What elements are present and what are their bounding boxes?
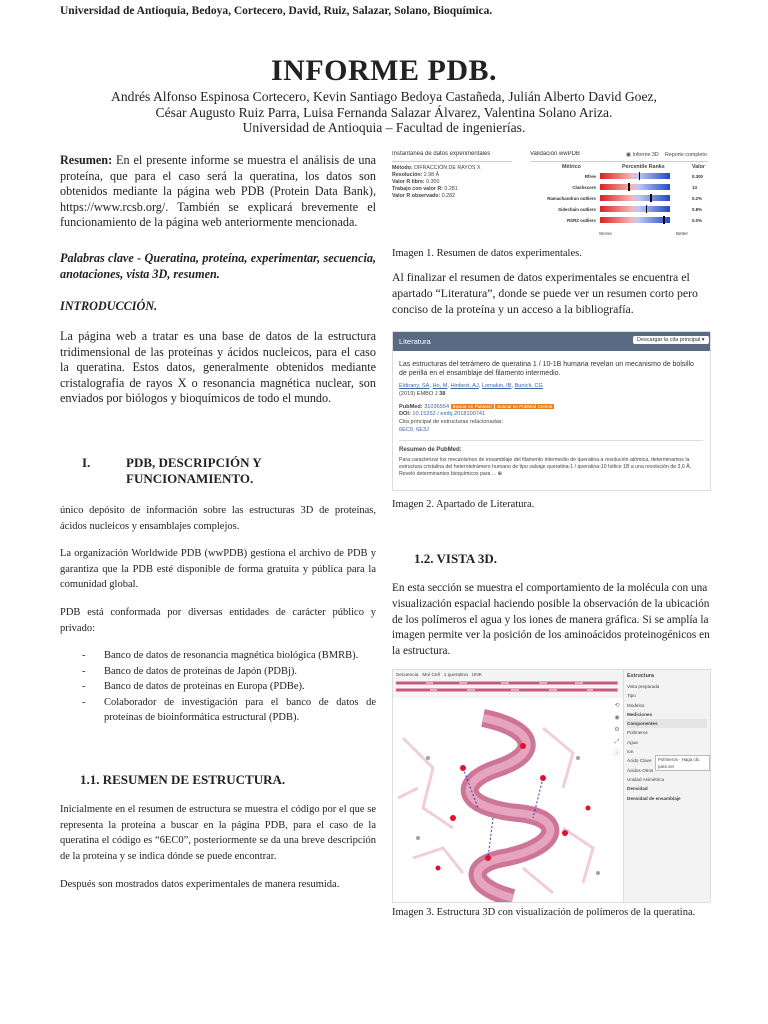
tab-unk[interactable]: UNK xyxy=(471,673,482,678)
fig2-journal: (2019) EMBO J 38 xyxy=(399,391,446,397)
section1-title xyxy=(126,455,262,487)
figure-3-3d-viewer xyxy=(392,669,711,903)
validation-bar xyxy=(600,173,670,179)
info-icon[interactable]: ⓘ xyxy=(613,751,620,757)
section-1-1-heading: 1.1. RESUMEN DE ESTRUCTURA. xyxy=(80,772,286,787)
pubmed-id-link[interactable]: 31036554 xyxy=(424,404,450,410)
panel-items xyxy=(627,682,707,803)
panel-item[interactable]: Agua xyxy=(627,739,638,745)
affiliation: Universidad de Antioquia – Facultad de ingenierías. xyxy=(242,120,526,136)
fig1-col-value: Valor xyxy=(692,164,705,170)
tab-sequence[interactable]: Secuencia xyxy=(396,673,419,678)
panel-item[interactable]: Componentes xyxy=(627,719,707,728)
settings-icon[interactable]: ⚙ xyxy=(614,727,620,733)
validation-bar xyxy=(600,217,670,223)
author-link[interactable]: Eldirany, SA xyxy=(399,383,430,389)
validation-value: 0.8% xyxy=(692,207,703,212)
sequence-residues[interactable] xyxy=(393,679,623,697)
fig2-authors: Eldirany, SA, Ho, M, Hinbest, AJ, Lomakin, IB, Bunick, CG xyxy=(399,383,543,389)
abstract xyxy=(60,153,376,231)
viewer-toolbar xyxy=(611,700,623,900)
figure-2-literature xyxy=(392,331,711,491)
validation-row xyxy=(530,215,708,226)
fig1-metrics xyxy=(530,171,708,231)
section-1-2-heading: 1.2. VISTA 3D. xyxy=(414,551,497,566)
validation-marker xyxy=(663,216,665,224)
authors-block xyxy=(60,89,708,136)
author-link[interactable]: Lomakin, IB xyxy=(481,383,512,389)
validation-metric-name: Sidechain outliers xyxy=(558,207,596,212)
list-item: - Colaborador de investigación para el banco de datos de proteínas de bioinformática estructural (PDB). xyxy=(60,695,376,726)
fig2-pubmed-row: PubMed: 31036554 Buscar en PubMed Buscar en PubMed Central xyxy=(399,404,553,410)
fig2-abstract-heading: Resumen de PubMed: xyxy=(399,447,462,453)
fig2-related[interactable]: 6EC0, 6E3J xyxy=(399,427,429,433)
tab-keratin[interactable]: 1 queratina xyxy=(443,673,468,678)
panel-item[interactable]: Ion xyxy=(627,749,634,755)
camera-icon[interactable]: ◉ xyxy=(614,715,620,721)
panel-item[interactable]: Unidad Asimétrica xyxy=(627,776,665,782)
validation-row xyxy=(530,182,708,193)
running-header: Universidad de Antioquia, Bedoya, Cortecero, David, Ruiz, Salazar, Solano, Bioquímica. xyxy=(60,5,493,17)
author-link[interactable]: Bunick, CG xyxy=(514,383,543,389)
validation-metric-name: Rfree xyxy=(584,174,596,179)
paragraph-1: único depósito de información sobre las estructuras 3D de proteínas, ácidos nucleicos y ensamblajes complejos. xyxy=(60,505,376,532)
validation-bar xyxy=(600,184,670,190)
fig1-btn-report[interactable]: Reporte completo xyxy=(665,152,707,158)
list-item: - Banco de datos de resonancia magnética biológica (BMRB). xyxy=(60,648,376,664)
caption-3: Imagen 3. Estructura 3D con visualización de polímeros de la queratina. xyxy=(392,907,696,918)
panel-item[interactable]: Tipo xyxy=(627,693,636,699)
paragraph-2: La organización Worldwide PDB (wwPDB) gestiona el archivo de PDB y garantiza que la PDB esté disponible de forma gratuita y pública para la comunidad global. xyxy=(60,548,376,590)
validation-value: 0.300 xyxy=(692,174,703,179)
authors-line-2: César Augusto Ruiz Parra, Luisa Fernanda Salazar Álvarez, Valentina Solano Ariza. xyxy=(155,104,613,120)
fig2-cited: Cita principal de estructuras relacionadas: xyxy=(399,419,504,425)
fig1-col-rank: Percentile Ranks xyxy=(622,164,665,170)
panel-item[interactable]: Mediciones xyxy=(627,711,653,717)
fig1-better: Better xyxy=(676,231,689,236)
fig1-btn-3d[interactable]: ▣ Informe 3D xyxy=(626,152,659,158)
abstract-text: En el presente informe se muestra el análisis de una proteína, que para el caso será la queratina, los datos son obtenidos mediante la página web PDB (Protein Data Bank), https://www.rcsb.org/. También se explicará brevemente el funcionamiento de la página web anteriormente mencionada. xyxy=(60,153,376,230)
panel-item[interactable]: Vista preparada xyxy=(627,684,660,689)
validation-marker xyxy=(628,183,630,191)
expand-icon[interactable]: ⊕ xyxy=(497,471,502,477)
panel-title: Estructura xyxy=(627,673,654,679)
panel-item[interactable]: Densidad de ensamblaje xyxy=(627,795,681,801)
keywords: Palabras clave - Queratina, proteína, experimentar, secuencia, anotaciones, vista 3D, resumen. xyxy=(60,251,376,281)
validation-row xyxy=(530,171,708,182)
caption-1: Imagen 1. Resumen de datos experimentales. xyxy=(392,248,582,259)
validation-bar xyxy=(600,206,670,212)
list-item: - Banco de datos de proteínas en Europa (PDBe). xyxy=(60,679,376,695)
reset-icon[interactable]: ⟲ xyxy=(614,703,620,709)
panel-item[interactable]: Densidad xyxy=(627,786,648,792)
fig1-left-title: Instantánea de datos experimentales xyxy=(392,151,491,157)
fig1-worse: Worse xyxy=(599,231,612,236)
literature-paragraph: Al finalizar el resumen de datos experimentales se encuentra el apartado “Literatura”, donde se puede ver un resumen corto pero conciso de la proteína y un acceso a la bibliografía. xyxy=(392,270,698,316)
validation-value: 0.0% xyxy=(692,218,703,223)
validation-marker xyxy=(650,194,652,202)
panel-item[interactable]: Ácido Clave xyxy=(627,758,652,764)
authors-line-1: Andrés Alfonso Espinosa Cortecero, Kevin Santiago Bedoya Castañeda, Julián Alberto David Goez, xyxy=(111,89,657,104)
validation-metric-name: RSRZ outliers xyxy=(566,218,596,223)
fig2-doi-row: DOI: 10.15252 / embj.2018100741 xyxy=(399,411,486,417)
intro-paragraph: La página web a tratar es una base de datos de la estructura tridimensional de las proteínas y ácidos nucleicos, para el caso la queratina. Estos datos, generalmente obtenidos mediante cristalografía de rayos X o resonancia magnética nuclear, son enviados por biólogos y bioquímicos de todo el mundo. xyxy=(60,329,376,406)
caption-2: Imagen 2. Apartado de Literatura. xyxy=(392,499,535,510)
panel-item[interactable]: Polímeros xyxy=(627,730,648,736)
paragraph-3: PDB está conformada por diversas entidades de carácter público y privado: xyxy=(60,607,376,634)
paragraph-5: Después son mostrados datos experimentales de manera resumida. xyxy=(60,879,340,890)
validation-value: 13 xyxy=(692,185,697,190)
validation-row xyxy=(530,193,708,204)
panel-item[interactable]: Ácidos Otros xyxy=(627,767,654,773)
validation-bar xyxy=(600,195,670,201)
intro-heading: INTRODUCCIÓN. xyxy=(60,299,158,313)
author-link[interactable]: Ho, M xyxy=(432,383,448,389)
figure-1-experimental-data xyxy=(390,151,710,241)
molecule-viewport[interactable] xyxy=(393,698,623,902)
fig2-header-title: Literatura xyxy=(399,337,431,346)
validation-marker xyxy=(646,205,648,213)
section1-title-line2: FUNCIONAMIENTO. xyxy=(126,471,254,486)
view3d-paragraph: En esta sección se muestra el comportamiento de la molécula con una visualización espacial haciendo posible la observación de la ubicación de los polímeros el agua y los iones de manera gráfica. Si se amplía la imagen permite ver la posición de los aminoácidos proteinogénicos en la estructura. xyxy=(392,582,710,658)
tab-molcell[interactable]: Mol Cell xyxy=(422,673,440,678)
list-item: - Banco de datos de proteínas de Japón (PDBj). xyxy=(60,664,376,680)
section1-title-line1: PDB, DESCRIPCIÓN Y xyxy=(126,455,262,470)
search-pmc-badge[interactable]: Buscar en PubMed Central xyxy=(497,404,553,409)
validation-metric-name: Ramachandran outliers xyxy=(547,196,596,201)
validation-row xyxy=(530,204,708,215)
validation-value: 0.2% xyxy=(692,196,703,201)
fig1-col-metric: Métrico xyxy=(562,164,581,170)
validation-metric-name: Clashscore xyxy=(572,185,596,190)
search-pubmed-badge[interactable]: Buscar en PubMed xyxy=(452,404,492,409)
doi-link[interactable]: 10.15252 / embj.2018100741 xyxy=(412,411,486,417)
entities-list xyxy=(60,648,376,726)
section1-number: I. xyxy=(82,455,91,470)
abstract-label: Resumen: xyxy=(60,153,113,167)
author-link[interactable]: Hinbest, AJ xyxy=(450,383,479,389)
paper-title: INFORME PDB. xyxy=(271,54,497,87)
download-citation-button[interactable]: Descargar la cita principal ▾ xyxy=(633,336,709,344)
fig1-rows: Método: DIFRACCIÓN DE RAYOS X Resolución: 2.98 Å Valor R libre: 0.300 Trabajo con valor R: 0.281 Valor R observado: 0.282 xyxy=(392,165,481,199)
paragraph-4: Inicialmente en el resumen de estructura se muestra el código por el que se representa la proteína a buscar en la página PDB, para el caso de la queratina el código es “6EC0”, posteriormente se da una breve descripción de la proteína y se indica dónde se puede encontrar. xyxy=(60,804,376,862)
fig2-article-title: Las estructuras del tetrámero de queratina 1 / 10-1B humana revelan un mecanismo de bolsillo de perilla en el ensamblaje del filamento intermedio. xyxy=(399,361,694,377)
fig1-right-title: Validación wwPDB xyxy=(530,151,580,157)
validation-marker xyxy=(639,172,641,180)
sequence-tabs xyxy=(396,672,482,679)
fig2-abstract: Para caracterizar los mecanismos de ensamblaje del filamento intermedio de queratina a resolución atómica, determinamos la estructura cristalina del heterotetrámero humano de tipo salvaje queratina-1 / queratina-10 hélice 1B a una resolución de 3,0 Å. Reveló determinantes bioquímicos para ... ⊕ xyxy=(399,457,692,477)
expand-icon[interactable]: ⤢ xyxy=(614,739,620,745)
panel-item[interactable]: Modelos xyxy=(627,702,645,708)
tooltip: Polímeros · Haga clic para ver xyxy=(655,755,710,771)
